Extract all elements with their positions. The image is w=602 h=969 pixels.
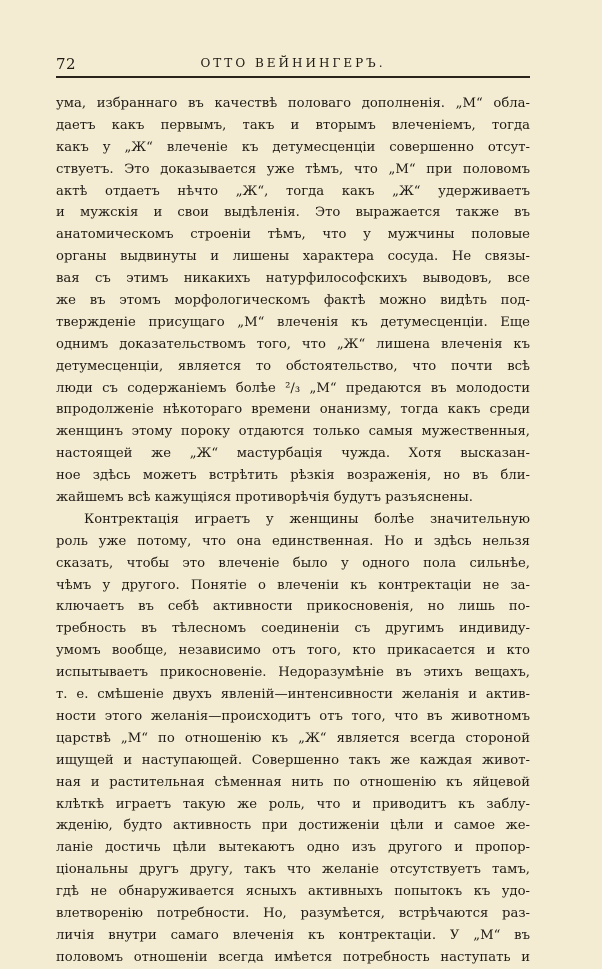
text-line: актѣ отдаетъ нѣчто „Ж“, тогда какъ „Ж“ удерживаетъ [56,183,530,199]
text-line: люди съ содержаніемъ болѣе ²/₃ „М“ предаются въ молодости [56,380,530,396]
text-line: испытываетъ прикосновеніе. Недоразумѣніе въ этихъ вещахъ, [56,665,530,681]
text-line: анатомическомъ строеніи тѣмъ, что у мужчины половые [56,227,530,243]
text-line: же въ этомъ морфологическомъ фактѣ можно видѣть под- [56,293,530,309]
text-line: жайшемъ всѣ кажущіяся противорѣчія будутъ разъяснены. [56,490,473,506]
text-line: гдѣ не обнаруживается ясныхъ активныхъ попытокъ къ удо- [56,884,530,900]
page-header [56,55,530,77]
text-line: ствуетъ. Это доказывается уже тѣмъ, что „М“ при половомъ [56,161,530,177]
text-line: клѣткѣ играетъ такую же роль, что и приводитъ къ заблу- [56,796,530,812]
text-line: личія внутри самаго влеченія къ контректаціи. У „М“ въ [56,927,530,943]
text-line: половомъ отношеніи всегда имѣется потребность наступать и [56,949,530,965]
text-line: настоящей же „Ж“ мастурбація чужда. Хотя высказан- [56,446,530,462]
text-line: ключаетъ въ себѣ активности прикосновенія, но лишь по- [56,599,530,615]
text-line: твержденіе присущаго „М“ влеченія къ детумесценціи. Еще [56,314,530,330]
text-line: т. е. смѣшеніе двухъ явленій—интенсивности желанія и актив- [56,687,530,703]
text-line: жденію, будто активность при достиженіи цѣли и самое же- [56,818,530,834]
page-number: 72 [56,55,77,73]
text-line: умомъ вообще, независимо отъ того, кто прикасается и кто [56,643,530,659]
text-line: сказать, чтобы это влеченіе было у одного пола сильнѣе, [56,555,530,571]
text-line: влетворенію потребности. Но, разумѣется, встрѣчаются раз- [56,905,530,921]
text-line: чѣмъ у другого. Понятіе о влеченіи къ контректаціи не за- [56,577,530,593]
text-line: роль уже потому, что она единственная. Но и здѣсь нельзя [56,533,530,549]
text-line: ищущей и наступающей. Совершенно такъ же каждая живот- [56,752,530,768]
text-line: даетъ какъ первымъ, такъ и вторымъ влеченіемъ, тогда [56,117,530,133]
text-line: и мужскія и свои выдѣленія. Это выражается также въ [56,205,530,221]
text-line: ланіе достичь цѣли вытекаютъ одно изъ другого и пропор- [56,840,530,856]
text-line: какъ у „Ж“ влеченіе къ детумесценціи совершенно отсут- [56,139,530,155]
header-rule [56,76,530,78]
text-line: впродолженіе нѣкотораго времени онанизму, тогда какъ среди [56,402,530,418]
text-line: ное здѣсь можетъ встрѣтить рѣзкія возраженія, но въ бли- [56,468,530,484]
text-line: детумесценціи, является то обстоятельство, что почти всѣ [56,358,530,374]
body-text [56,93,530,969]
text-line: женщинъ этому пороку отдаются только самыя мужественныя, [56,424,530,440]
text-line: требность въ тѣлесномъ соединеніи съ другимъ индивиду- [56,621,530,637]
paragraph-start-line: Контректація играетъ у женщины болѣе значительную [84,511,530,527]
text-line: ности этого желанія—происходитъ отъ того, что въ животномъ [56,708,530,724]
text-line: вая съ этимъ никакихъ натурфилософскихъ выводовъ, все [56,271,530,287]
text-line: ума, избраннаго въ качествѣ половаго дополненія. „М“ обла- [56,96,530,111]
text-line: царствѣ „М“ по отношенію къ „Ж“ является всегда стороной [56,730,530,746]
text-line: ціональны другъ другу, такъ что желаніе отсутствуетъ тамъ, [56,862,530,878]
text-line: однимъ доказательствомъ того, что „Ж“ лишена влеченія къ [56,336,530,352]
text-line: ная и растительная сѣменная нить по отношенію къ яйцевой [56,774,530,790]
text-line: органы выдвинуты и лишены характера сосуда. Не связы- [56,249,530,265]
running-head: ОТТО ВЕЙНИНГЕРЪ. [200,56,386,70]
